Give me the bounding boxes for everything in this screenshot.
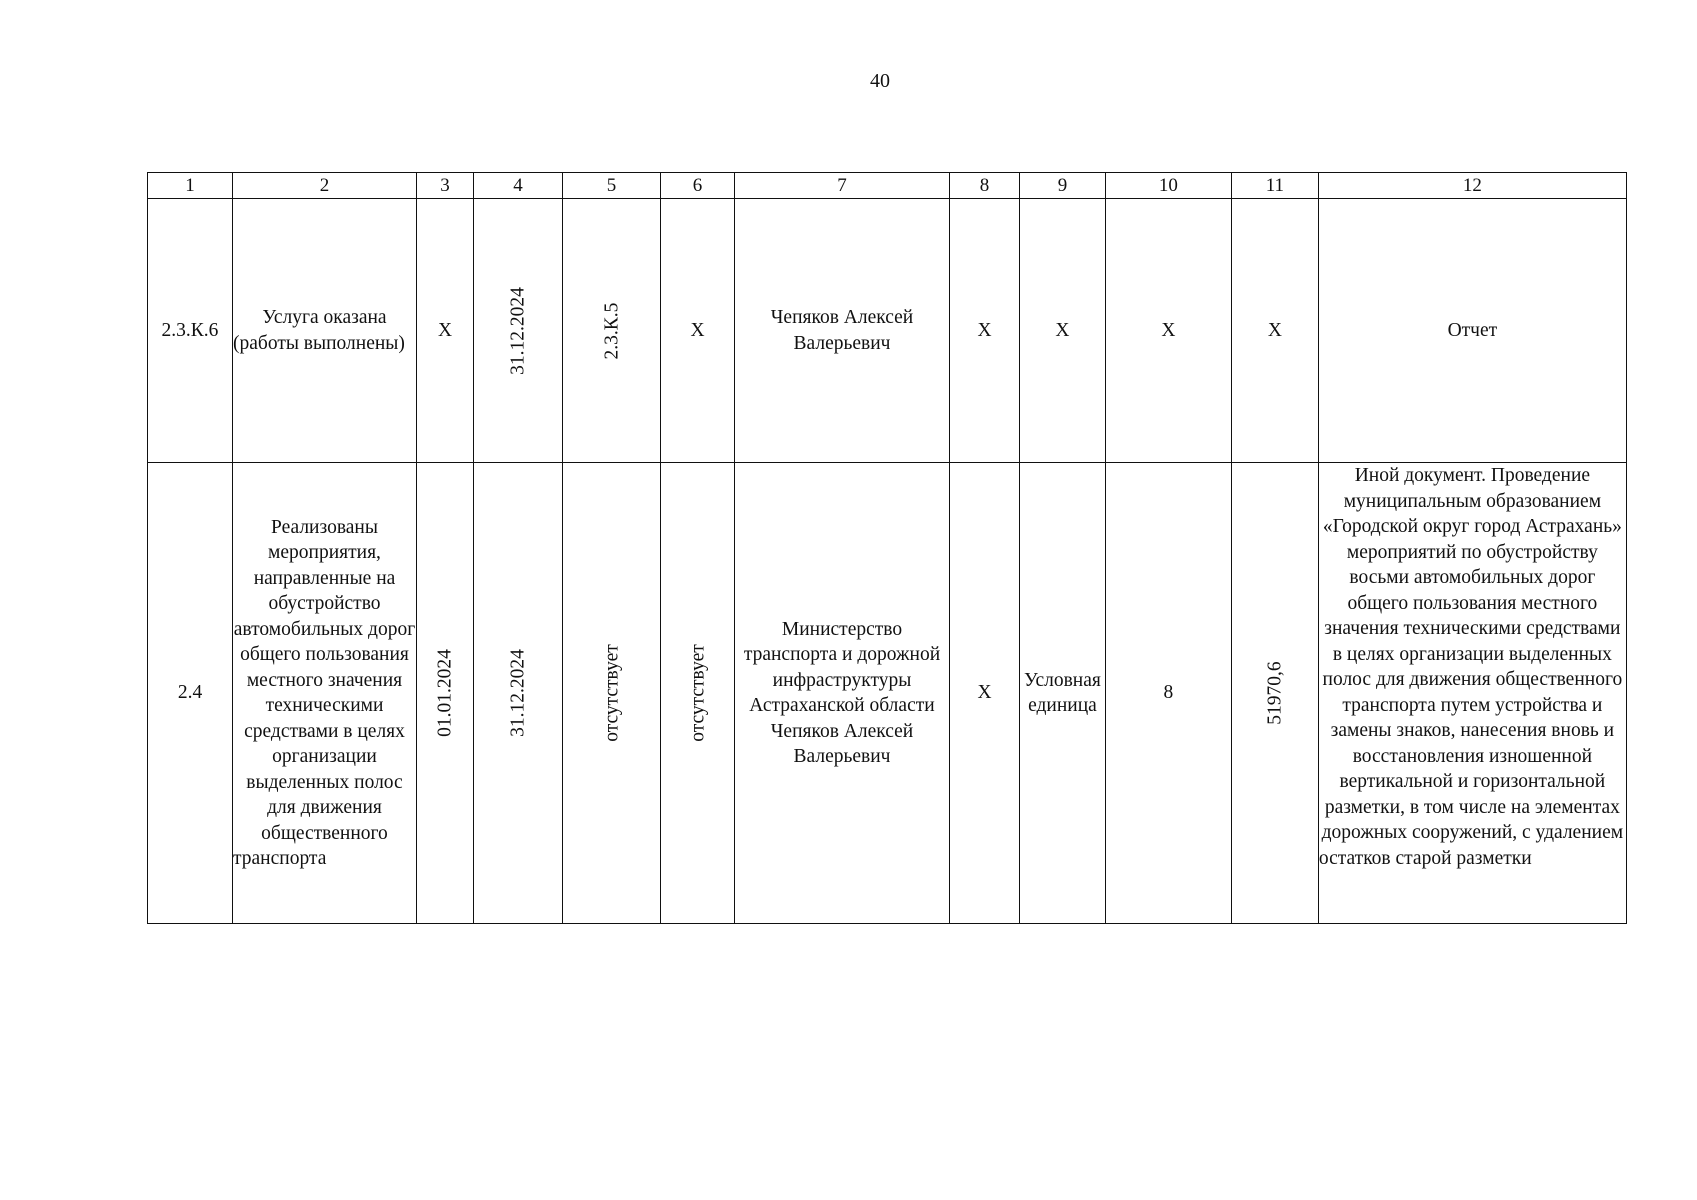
row-number-cell: 2.4: [148, 463, 233, 924]
table-row: [148, 463, 1627, 924]
column-number-3: 3: [417, 173, 474, 199]
column-8-cell: X: [950, 463, 1020, 924]
column-number-8: 8: [950, 173, 1020, 199]
predecessor-cell: [563, 199, 661, 463]
result-name-cell: Услуга оказана (работы выполнены): [233, 199, 417, 463]
page-number: 40: [870, 70, 890, 92]
end-date-text: 31.12.2024: [507, 649, 529, 737]
responsible-cell: [735, 463, 950, 924]
unit-cell: Условная единица: [1020, 463, 1106, 924]
start-date-cell: [417, 463, 474, 924]
document-cell: Иной документ. Проведение муниципальным образованием «Городской округ город Астрахань» мероприятий по обустройству восьми автомобильных дорог общего пользования местного значения техническими средствами в целях организации выделенных полос для движения общественного транспорта путем устройства и замены знаков, нанесения вновь и восстановления изношенной вертикальной и горизонтальной разметки, в том числе на элементах дорожных сооружений, с удалением остатков старой разметки: [1318, 463, 1626, 924]
predecessor-cell: [563, 463, 661, 924]
amount-text: 51970,6: [1264, 661, 1286, 725]
document-cell: Отчет: [1318, 199, 1626, 463]
column-number-2: 2: [233, 173, 417, 199]
column-number-11: 11: [1231, 173, 1318, 199]
successor-text: отсутствует: [686, 644, 708, 742]
amount-cell: X: [1231, 199, 1318, 463]
column-number-1: 1: [148, 173, 233, 199]
responsible-person: Чепяков Алексей Валерьевич: [770, 720, 914, 767]
end-date-text: 31.12.2024: [507, 286, 529, 375]
column-number-5: 5: [563, 173, 661, 199]
result-name-cell: Реализованы мероприятия, направленные на обустройство автомобильных дорог общего пользования местного значения техническими средствами в целях организации выделенных полос для движения общественного транспорта: [233, 463, 417, 924]
start-date-cell: X: [417, 199, 474, 463]
unit-cell: X: [1020, 199, 1106, 463]
predecessor-text: 2.3.К.5: [600, 302, 622, 359]
column-number-header-row: [148, 173, 1627, 199]
successor-cell: X: [661, 199, 735, 463]
responsible-organization: Министерство транспорта и дорожной инфраструктуры Астраханской области: [743, 618, 941, 716]
amount-cell: [1231, 463, 1318, 924]
value-cell: X: [1105, 199, 1231, 463]
table-row: [148, 199, 1627, 463]
row-number-cell: 2.3.К.6: [148, 199, 233, 463]
responsible-cell: Чепяков Алексей Валерьевич: [735, 199, 950, 463]
column-number-7: 7: [735, 173, 950, 199]
successor-cell: [661, 463, 735, 924]
column-number-10: 10: [1105, 173, 1231, 199]
predecessor-text: отсутствует: [600, 644, 622, 742]
column-number-9: 9: [1020, 173, 1106, 199]
value-cell: 8: [1105, 463, 1231, 924]
column-8-cell: X: [950, 199, 1020, 463]
end-date-cell: [474, 199, 563, 463]
start-date-text: 01.01.2024: [434, 649, 456, 737]
column-number-12: 12: [1318, 173, 1626, 199]
plan-table: [147, 172, 1627, 924]
column-number-4: 4: [474, 173, 563, 199]
column-number-6: 6: [661, 173, 735, 199]
end-date-cell: [474, 463, 563, 924]
